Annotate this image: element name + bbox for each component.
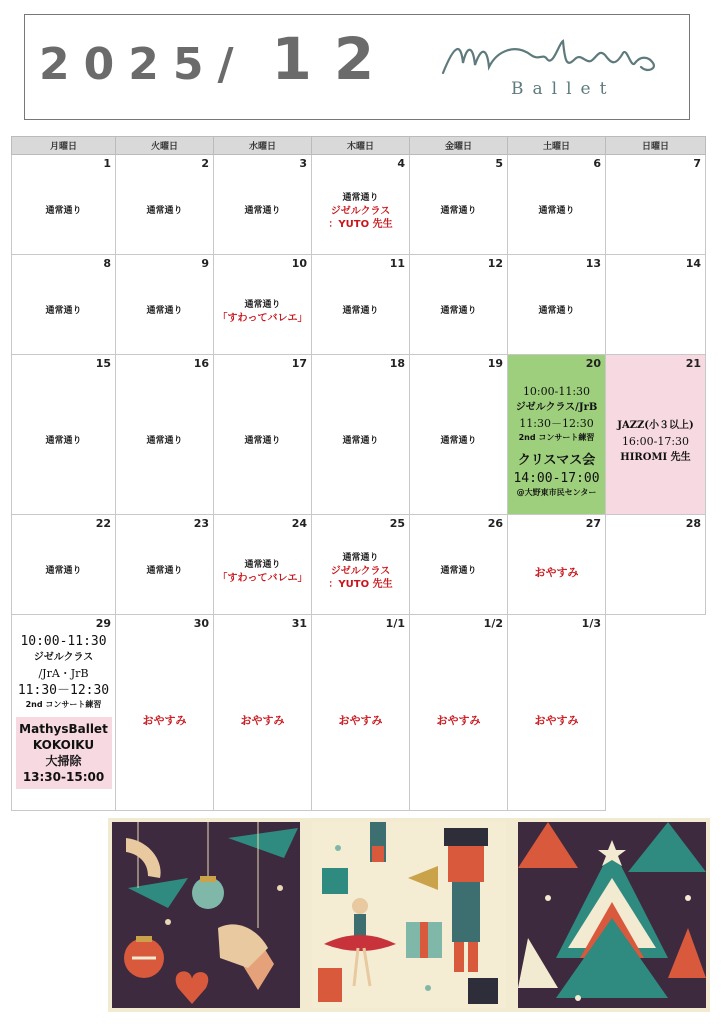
- day-number: 3: [299, 157, 307, 170]
- day-schedule: [214, 369, 311, 514]
- event-line: @大野東市民センター: [516, 488, 597, 497]
- day-schedule: [312, 529, 409, 614]
- event-line: HIROMI 先生: [620, 451, 691, 463]
- weekday-thu: 木曜日: [312, 137, 410, 155]
- year-month-title: [39, 25, 396, 93]
- day-number: 6: [593, 157, 601, 170]
- holiday-label: おやすみ: [534, 565, 579, 579]
- event-line: 11:30－12:30: [519, 417, 594, 430]
- week-row: [12, 155, 706, 255]
- christmas-decorative-banner: [108, 818, 710, 1012]
- day-number: 1/1: [385, 617, 405, 630]
- holiday-label: おやすみ: [240, 713, 285, 727]
- day-cell: [606, 255, 706, 355]
- day-cell: [12, 155, 116, 255]
- day-cell: [12, 515, 116, 615]
- day-cell: [12, 615, 116, 811]
- day-number: 23: [193, 517, 209, 530]
- weekday-mon: 月曜日: [12, 137, 116, 155]
- day-number: 1: [103, 157, 111, 170]
- week-row: [12, 515, 706, 615]
- day-number: 1/2: [483, 617, 503, 630]
- nutcracker-ballerina-panel: [312, 822, 506, 1008]
- day-cell: [116, 515, 214, 615]
- event-line: 2nd コンサート練習: [25, 700, 102, 709]
- ornaments-panel: [112, 822, 300, 1008]
- schedule-normal: 通常通り: [146, 436, 183, 446]
- holiday-label: おやすみ: [436, 713, 481, 727]
- day-number: 25: [389, 517, 405, 530]
- day-number: 22: [95, 517, 111, 530]
- day-cell: [116, 155, 214, 255]
- event-line: 10:00-11:30: [20, 634, 107, 649]
- day-cell: [214, 155, 312, 255]
- day-schedule: [312, 269, 409, 354]
- event-line: ジゼルクラス: [33, 652, 94, 663]
- day-number: 11: [389, 257, 405, 270]
- day-number: 18: [389, 357, 405, 370]
- schedule-normal: 通常通り: [244, 559, 281, 570]
- schedule-normal: 通常通り: [538, 206, 575, 216]
- day-schedule: [12, 169, 115, 254]
- day-cell: [214, 515, 312, 615]
- day-cell: [508, 255, 606, 355]
- weekday-fri: 金曜日: [410, 137, 508, 155]
- schedule-normal: 通常通り: [342, 193, 379, 203]
- week-row: [12, 615, 706, 811]
- day-cell: [410, 255, 508, 355]
- event-line: 16:00-17:30: [621, 434, 690, 448]
- year-label: 2025/: [39, 39, 248, 90]
- day-schedule: [12, 633, 115, 810]
- week-row: [12, 255, 706, 355]
- day-cell: [508, 515, 606, 615]
- christmas-trees-panel: [518, 822, 706, 1008]
- day-cell: [606, 155, 706, 255]
- schedule-normal: 通常通り: [342, 436, 379, 446]
- day-number: 12: [487, 257, 503, 270]
- schedule-normal: 通常通り: [146, 566, 183, 576]
- day-schedule: [410, 369, 507, 514]
- day-cell: [312, 615, 410, 811]
- cleaning-event-block: [16, 717, 112, 789]
- day-cell: [214, 615, 312, 811]
- schedule-normal: 通常通り: [45, 566, 82, 576]
- day-schedule: [410, 529, 507, 614]
- day-cell: [312, 255, 410, 355]
- day-schedule: [410, 629, 507, 810]
- day-number: 9: [201, 257, 209, 270]
- schedule-normal: 通常通り: [45, 306, 82, 316]
- day-number: 29: [95, 617, 111, 630]
- day-schedule: [606, 269, 705, 354]
- event-line: /JrA・JrB: [38, 667, 89, 680]
- monthly-calendar: [11, 136, 706, 811]
- day-schedule: [606, 529, 705, 614]
- day-schedule: [12, 369, 115, 514]
- day-cell: [116, 355, 214, 515]
- calendar-header: [24, 14, 690, 120]
- day-schedule: [214, 529, 311, 614]
- weekday-sat: 土曜日: [508, 137, 606, 155]
- day-number: 28: [685, 517, 701, 530]
- event-line: 大掃除: [45, 754, 82, 768]
- day-schedule: [312, 629, 409, 810]
- schedule-special: ：YUTO 先生: [328, 219, 393, 230]
- day-number: 31: [291, 617, 307, 630]
- day-number: 8: [103, 257, 111, 270]
- day-schedule: [606, 369, 705, 514]
- day-schedule: [12, 269, 115, 354]
- day-number: 10: [291, 257, 307, 270]
- day-cell: [410, 515, 508, 615]
- schedule-normal: 通常通り: [440, 436, 477, 446]
- day-schedule: [606, 169, 705, 254]
- day-number: 17: [291, 357, 307, 370]
- day-number: 21: [685, 357, 701, 370]
- day-number: 5: [495, 157, 503, 170]
- logo-ballet-text: Ballet: [511, 79, 616, 99]
- day-cell: [508, 155, 606, 255]
- day-cell: [410, 615, 508, 811]
- day-schedule: [508, 529, 605, 614]
- day-schedule: [116, 629, 213, 810]
- day-schedule: [116, 529, 213, 614]
- day-schedule: [312, 169, 409, 254]
- schedule-normal: 通常通り: [440, 206, 477, 216]
- schedule-special: ジゼルクラス: [330, 566, 391, 577]
- day-number: 13: [585, 257, 601, 270]
- schedule-normal: 通常通り: [45, 206, 82, 216]
- schedule-normal: 通常通り: [244, 206, 281, 216]
- week-row: [12, 355, 706, 515]
- event-line: 13:30-15:00: [22, 770, 105, 784]
- day-cell: [116, 615, 214, 811]
- schedule-normal: 通常通り: [342, 306, 379, 316]
- mathys-script-logo: [435, 33, 675, 83]
- schedule-normal: 通常通り: [342, 553, 379, 563]
- event-line: 11:30－12:30: [17, 683, 110, 698]
- schedule-normal: 通常通り: [244, 436, 281, 446]
- day-cell: [214, 255, 312, 355]
- day-number: 16: [193, 357, 209, 370]
- day-schedule: [410, 169, 507, 254]
- day-number: 26: [487, 517, 503, 530]
- day-number: 7: [693, 157, 701, 170]
- day-cell: [508, 355, 606, 515]
- day-cell: [12, 255, 116, 355]
- weekday-sun: 日曜日: [606, 137, 706, 155]
- day-number: 24: [291, 517, 307, 530]
- event-line: KOKOIKU: [32, 738, 95, 752]
- day-schedule: [214, 269, 311, 354]
- schedule-normal: 通常通り: [440, 566, 477, 576]
- day-cell: [606, 515, 706, 615]
- holiday-label: おやすみ: [142, 713, 187, 727]
- schedule-normal: 通常通り: [146, 206, 183, 216]
- schedule-normal: 通常通り: [440, 306, 477, 316]
- day-schedule: [508, 169, 605, 254]
- day-schedule: [116, 269, 213, 354]
- day-schedule: [508, 369, 605, 514]
- day-schedule: [116, 369, 213, 514]
- weekday-wed: 水曜日: [214, 137, 312, 155]
- day-number: 15: [95, 357, 111, 370]
- holiday-label: おやすみ: [534, 713, 579, 727]
- event-line: MathysBallet: [19, 722, 108, 736]
- schedule-normal: 通常通り: [244, 299, 281, 310]
- holiday-label: おやすみ: [338, 713, 383, 727]
- day-cell: [410, 155, 508, 255]
- day-schedule: [508, 269, 605, 354]
- day-number: 2: [201, 157, 209, 170]
- day-number: 14: [685, 257, 701, 270]
- weekday-tue: 火曜日: [116, 137, 214, 155]
- event-line: ジゼルクラス/JrB: [515, 402, 598, 413]
- schedule-normal: 通常通り: [146, 306, 183, 316]
- day-cell: [116, 255, 214, 355]
- day-schedule: [214, 169, 311, 254]
- day-cell: [606, 355, 706, 515]
- day-cell: [312, 355, 410, 515]
- day-number: 20: [585, 357, 601, 370]
- day-number: 30: [193, 617, 209, 630]
- day-cell: [214, 355, 312, 515]
- schedule-special: 「すわってバレエ」: [217, 312, 308, 324]
- event-line: クリスマス会: [517, 453, 596, 468]
- event-line: JAZZ(小３以上): [617, 419, 694, 431]
- schedule-special: ジゼルクラス: [330, 206, 391, 217]
- month-label: 12: [271, 25, 397, 93]
- day-schedule: [410, 269, 507, 354]
- day-schedule: [116, 169, 213, 254]
- day-cell: [508, 615, 606, 811]
- day-cell: [12, 355, 116, 515]
- event-line: 10:00-11:30: [522, 385, 591, 398]
- day-cell: [606, 615, 706, 811]
- day-number: 4: [397, 157, 405, 170]
- day-number: 27: [585, 517, 601, 530]
- day-number: 19: [487, 357, 503, 370]
- day-cell: [312, 515, 410, 615]
- schedule-normal: 通常通り: [45, 436, 82, 446]
- day-schedule: [312, 369, 409, 514]
- day-number: 1/3: [581, 617, 601, 630]
- day-schedule: [12, 529, 115, 614]
- day-cell: [312, 155, 410, 255]
- event-line: 14:00-17:00: [513, 471, 600, 486]
- weekday-header-row: [12, 137, 706, 155]
- schedule-normal: 通常通り: [538, 306, 575, 316]
- schedule-special: 「すわってバレエ」: [217, 572, 308, 584]
- day-schedule: [214, 629, 311, 810]
- event-line: 2nd コンサート練習: [518, 433, 595, 442]
- schedule-special: ：YUTO 先生: [328, 579, 393, 590]
- day-schedule: [508, 629, 605, 810]
- day-cell: [410, 355, 508, 515]
